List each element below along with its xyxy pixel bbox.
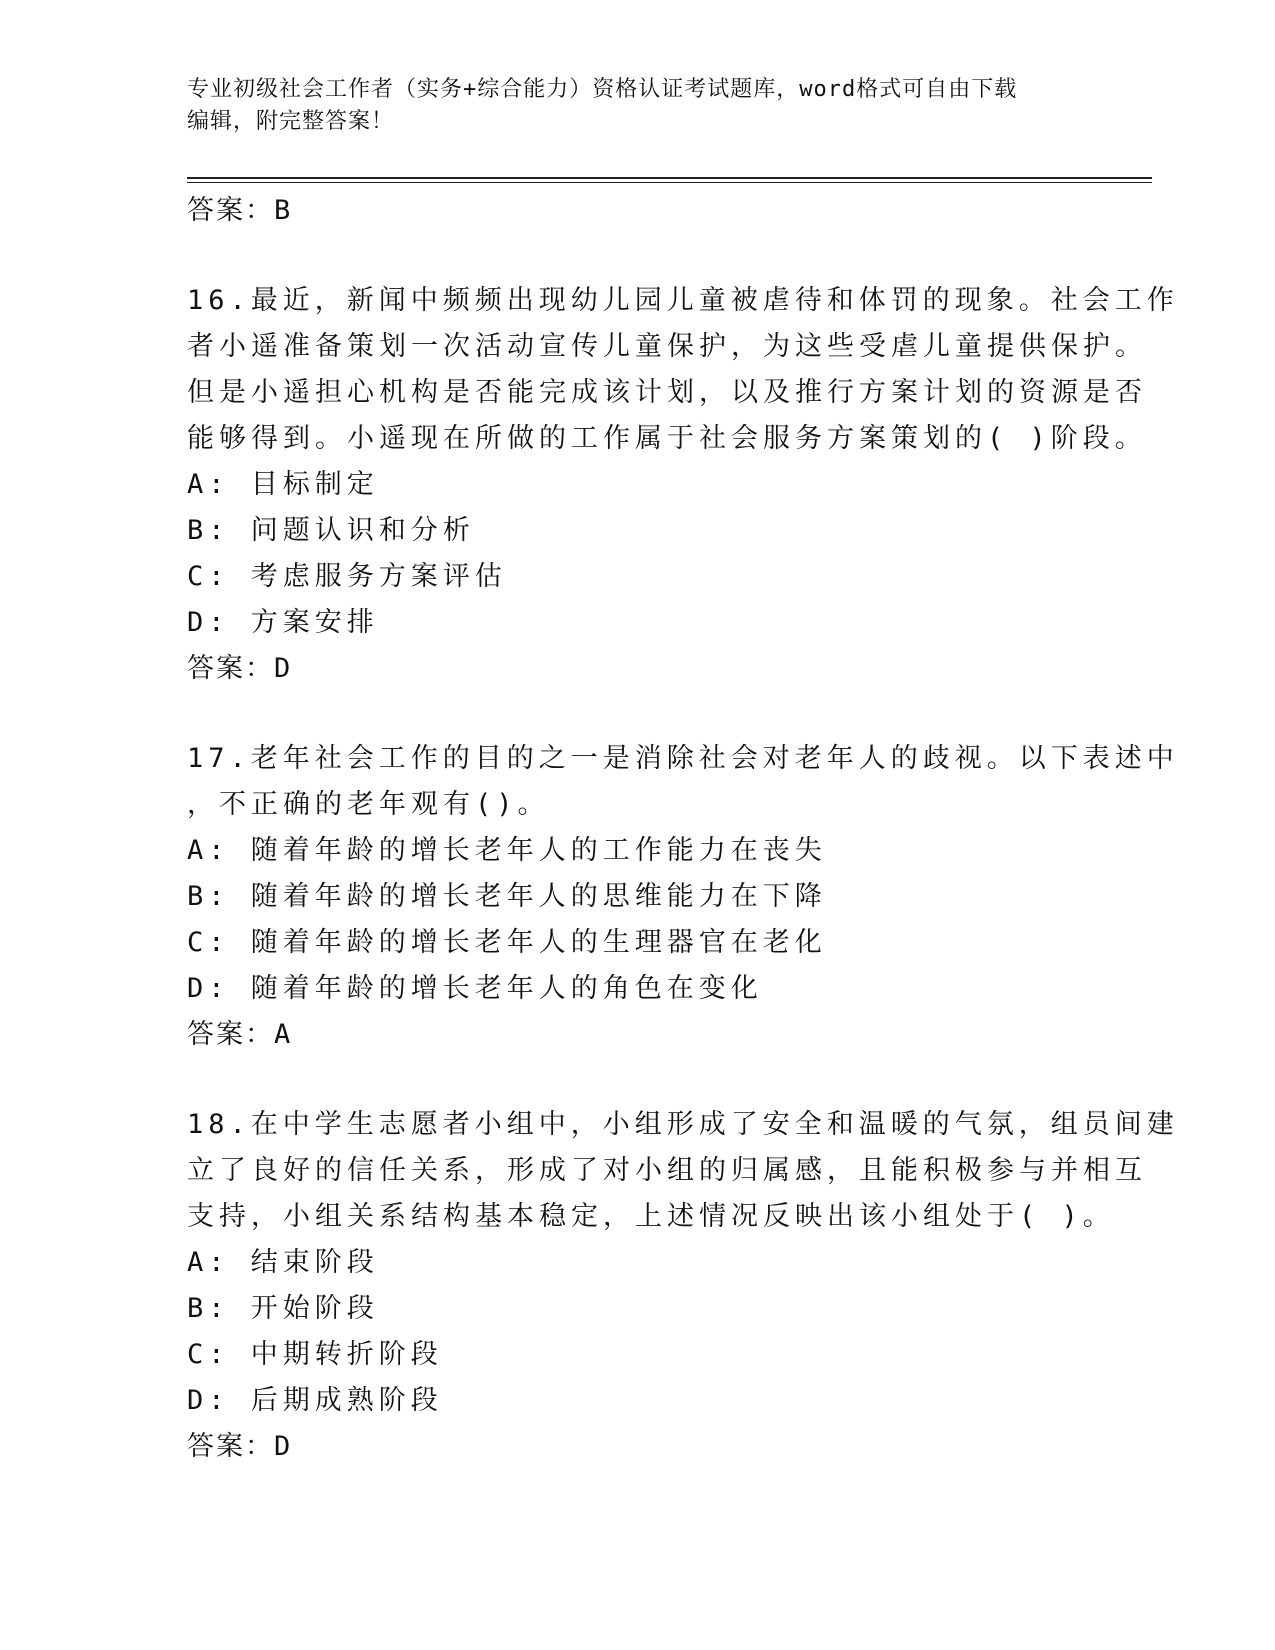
question-stem-line: 但是小遥担心机构是否能完成该计划，以及推行方案计划的资源是否 [187,377,1147,408]
header-line-2: 编辑，附完整答案！ [187,109,395,134]
question-stem-line: ，不正确的老年观有()。 [187,789,550,820]
answer-line: 答案：A [187,1019,293,1050]
header-line-1: 专业初级社会工作者（实务+综合能力）资格认证考试题库，word格式可自由下载 [187,77,1018,102]
option-b: B: 随着年龄的增长老年人的思维能力在下降 [187,881,827,912]
option-b: B: 问题认识和分析 [187,515,475,546]
option-c: C: 考虑服务方案评估 [187,561,507,592]
option-c: C: 中期转折阶段 [187,1339,443,1370]
option-a: A: 结束阶段 [187,1247,379,1278]
question-16 [187,278,1179,692]
question-stem-line: 18.在中学生志愿者小组中，小组形成了安全和温暖的气氛，组员间建 [187,1109,1179,1140]
question-stem-line: 立了良好的信任关系，形成了对小组的归属感，且能积极参与并相互 [187,1155,1147,1186]
option-c: C: 随着年龄的增长老年人的生理器官在老化 [187,927,827,958]
option-a: A: 随着年龄的增长老年人的工作能力在丧失 [187,835,827,866]
question-17 [187,736,1179,1058]
answer-line: 答案：D [187,653,293,684]
question-stem-line: 者小遥准备策划一次活动宣传儿童保护，为这些受虐儿童提供保护。 [187,331,1147,362]
option-d: D: 随着年龄的增长老年人的角色在变化 [187,973,763,1004]
option-d: D: 方案安排 [187,607,379,638]
answer-line: 答案：D [187,1431,293,1462]
question-stem-line: 支持，小组关系结构基本稳定，上述情况反映出该小组处于( )。 [187,1201,1115,1232]
option-d: D: 后期成熟阶段 [187,1385,443,1416]
document-header [187,74,1087,138]
question-18 [187,1102,1179,1470]
header-rule-thin [187,182,1152,183]
question-stem-line: 17.老年社会工作的目的之一是消除社会对老年人的歧视。以下表述中 [187,743,1179,774]
question-stem-line: 16.最近，新闻中频频出现幼儿园儿童被虐待和体罚的现象。社会工作 [187,285,1179,316]
header-rule-thick [187,177,1152,179]
question-list [187,188,1179,1470]
option-a: A: 目标制定 [187,469,379,500]
question-stem-line: 能够得到。小遥现在所做的工作属于社会服务方案策划的( )阶段。 [187,423,1147,454]
previous-answer: 答案：B [187,195,293,226]
option-b: B: 开始阶段 [187,1293,379,1324]
